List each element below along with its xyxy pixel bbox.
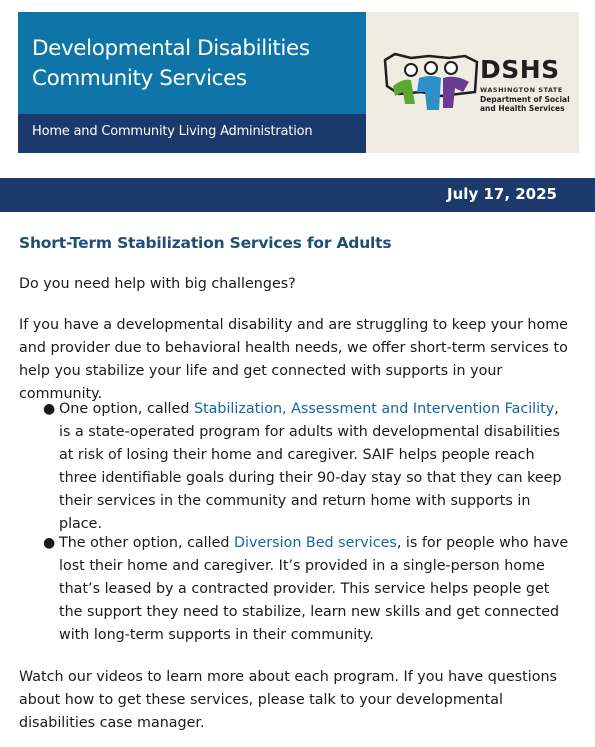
header-subtitle-panel: [18, 114, 366, 153]
article-intro: If you have a developmental disability and are struggling to keep your home and provider due to behavioral health needs, we offer short-term services to help you stabilize your life and get connected with supports in your community.: [19, 317, 568, 402]
dshs-logo: [366, 12, 579, 153]
issue-date: July 17, 2025: [447, 185, 557, 203]
saif-link[interactable]: Stabilization, Assessment and Intervention Facility: [193, 401, 555, 417]
dshs-state-label: WASHINGTON STATE: [480, 86, 563, 94]
article-question: Do you need help with big challenges?: [19, 276, 296, 292]
program-title: [32, 34, 310, 94]
list-item-text: [59, 532, 574, 647]
administration-name: Home and Community Living Administration: [32, 124, 313, 139]
dshs-people-icon: [381, 52, 481, 114]
article-closing: Watch our videos to learn more about each program. If you have questions about how to get these services, please talk to your developmental disabilities case manager.: [19, 669, 557, 731]
bullet-icon: ●: [43, 401, 56, 417]
header-title-panel: [18, 12, 366, 114]
diversion-bed-link[interactable]: Diversion Bed services: [234, 535, 397, 551]
dshs-department-name: [480, 95, 570, 113]
list-item-suffix: , is a state-operated program for adults with developmental disabilities at risk of losing their home and caregiver. SAIF helps people reach three identifiable goals during their 90-day stay so that they can keep their services in the community and return home with supports in place.: [59, 401, 562, 532]
article-title: Short-Term Stabilization Services for Adults: [19, 234, 392, 252]
list-item-text: [59, 398, 574, 536]
newsletter-header: [18, 12, 579, 153]
bullet-icon: ●: [43, 535, 56, 551]
list-item-prefix: The other option, called: [59, 535, 235, 551]
list-item-suffix: , is for people who have lost their home and caregiver. It’s provided in a single-person home that’s leased by a contracted provider. This service helps people get the support they need to stabilize, learn new skills and get connected with long-term supports in their community.: [59, 535, 569, 643]
program-title-line2: Community Services: [32, 66, 247, 91]
dshs-dept-line2: and Health Services: [480, 104, 565, 113]
date-bar: [0, 178, 595, 212]
dshs-wordmark: DSHS: [480, 55, 560, 84]
program-title-line1: Developmental Disabilities: [32, 36, 310, 61]
dshs-dept-line1: Department of Social: [480, 95, 570, 104]
list-item-prefix: One option, called: [59, 401, 194, 417]
